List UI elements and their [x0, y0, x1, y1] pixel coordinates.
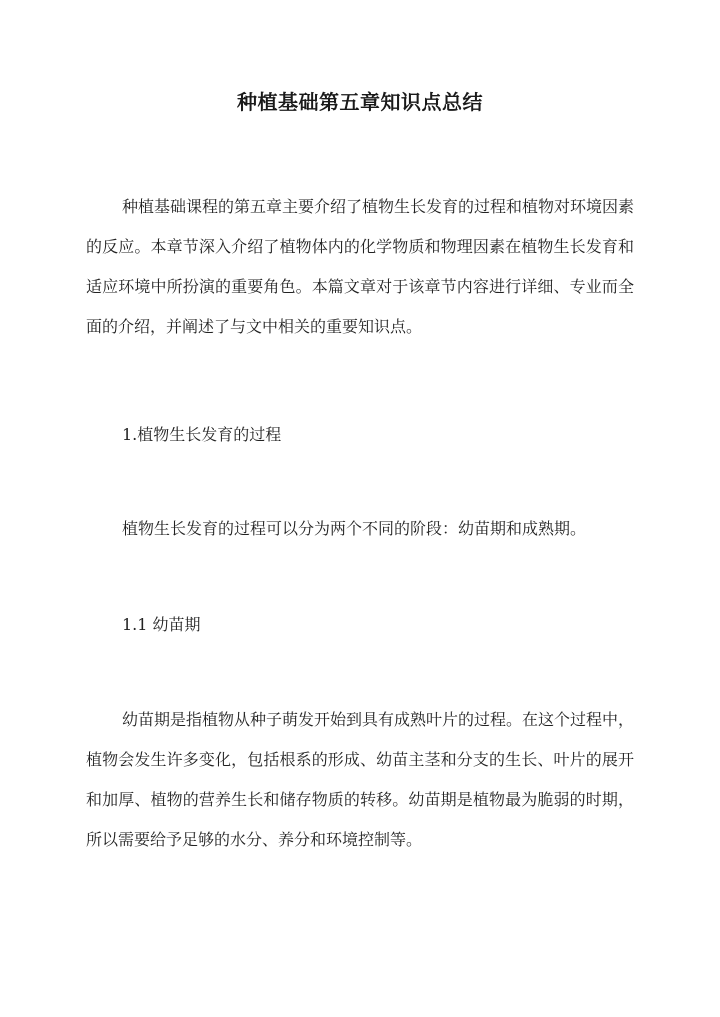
document-title: 种植基础第五章知识点总结 [237, 90, 483, 114]
section-1-paragraph: 植物生长发育的过程可以分为两个不同的阶段：幼苗期和成熟期。 [122, 519, 587, 538]
section-1-1-paragraph: 幼苗期是指植物从种子萌发开始到具有成熟叶片的过程。在这个过程中，植物会发生许多变化，包括根系的形成、幼苗主茎和分支的生长、叶片的展开和加厚、植物的营养生长和储存物质的转移。幼苗期是植物最为脆弱的时期，所以需要给予足够的水分、养分和环境控制等。 [86, 710, 635, 849]
section-heading-1: 1.植物生长发育的过程 [122, 425, 282, 444]
section-heading-1-1: 1.1 幼苗期 [122, 615, 201, 634]
intro-paragraph: 种植基础课程的第五章主要介绍了植物生长发育的过程和植物对环境因素的反应。本章节深入介绍了植物体内的化学物质和物理因素在植物生长发育和适应环境中所扮演的重要角色。本篇文章对于该章节内容进行详细、专业而全面的介绍，并阐述了与文中相关的重要知识点。 [86, 197, 635, 336]
